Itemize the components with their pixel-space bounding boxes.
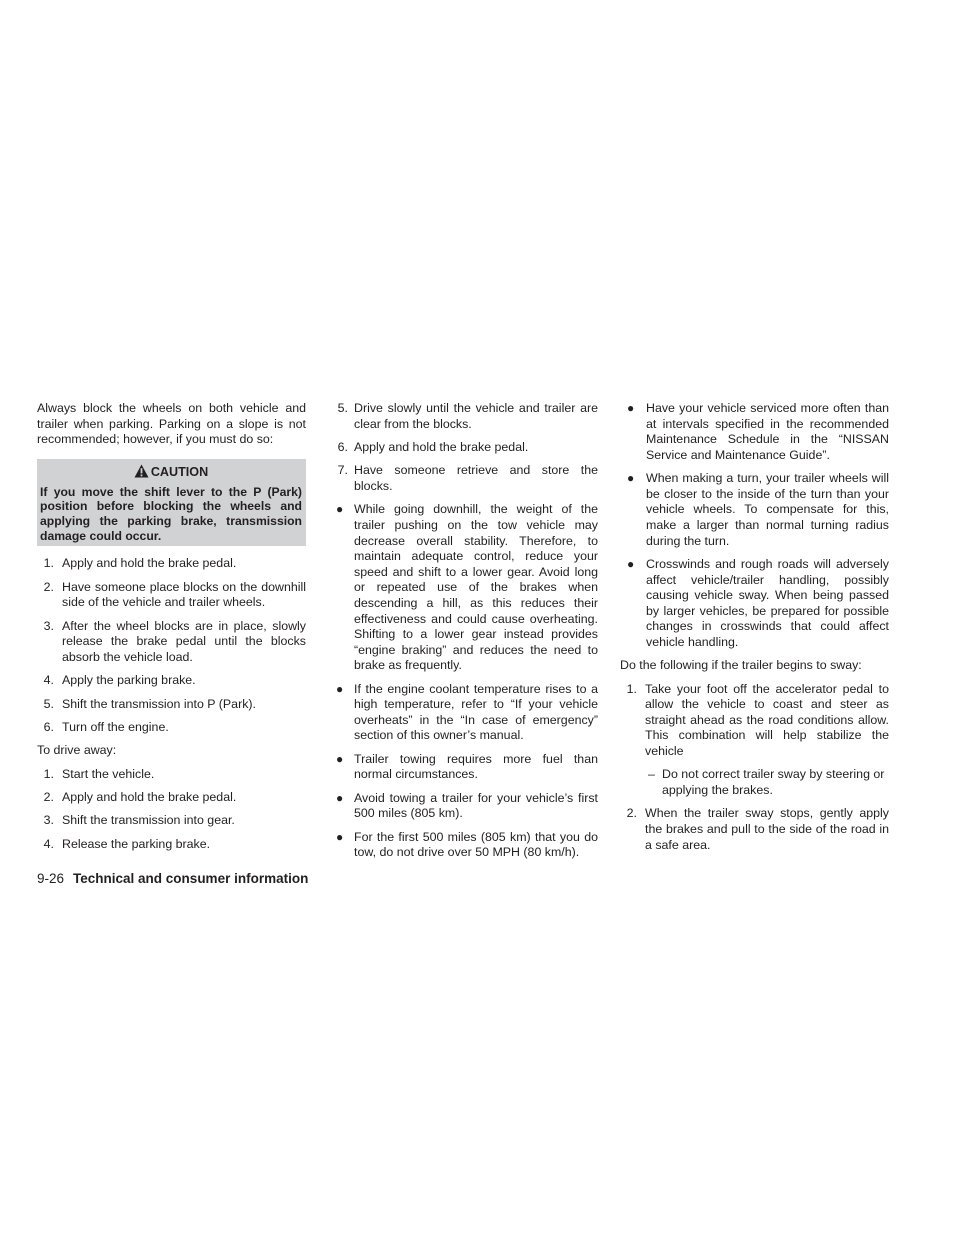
step-number: 6. <box>337 439 348 454</box>
caution-text: If you move the shift lever to the P (Park) position before blocking the wheels and applying the parking brake, transmission damage could occur. <box>40 484 302 543</box>
list-item <box>335 752 598 783</box>
list-item <box>335 791 598 822</box>
step-text: Have someone place blocks on the downhill side of the vehicle and trailer wheels. <box>62 579 306 610</box>
page-footer <box>37 870 308 888</box>
bullet-icon: ● <box>336 829 344 844</box>
bullet-text: Trailer towing requires more fuel than normal circumstances. <box>354 751 598 782</box>
step-number: 2. <box>626 806 637 821</box>
column-2 <box>335 401 598 869</box>
list-item <box>335 682 598 744</box>
step-number: 1. <box>43 556 54 571</box>
step-number: 5. <box>337 401 348 415</box>
list-item <box>37 580 306 611</box>
list-item <box>37 837 306 853</box>
step-number: 3. <box>43 618 54 633</box>
step-number: 6. <box>43 719 54 734</box>
step-text: Apply and hold the brake pedal. <box>354 439 529 454</box>
bullet-text: If the engine coolant temperature rises to a high temperature, refer to “If your vehicle overheats” in the “In case of emergency” section of this owner’s manual. <box>354 681 598 743</box>
bullet-text: Crosswinds and rough roads will adversely affect vehicle/trailer handling, possibly causing vehicle sway. When being passed by larger vehicles, be prepared for possible changes in crosswinds that could affect vehicle handling. <box>646 556 889 649</box>
bullet-icon: ● <box>627 401 635 415</box>
sway-steps-list <box>620 682 889 760</box>
step-text: Apply the parking brake. <box>62 673 196 688</box>
step-text: Have someone retrieve and store the blocks. <box>354 463 598 493</box>
parking-steps-list <box>37 556 306 735</box>
step-text: Release the parking brake. <box>62 836 211 851</box>
step-text: Apply and hold the brake pedal. <box>62 790 237 805</box>
list-item <box>37 813 306 829</box>
list-item <box>620 557 889 651</box>
warning-triangle-icon <box>134 464 149 478</box>
column-1 <box>37 401 306 860</box>
towing-tips-continued-list <box>620 401 889 651</box>
step-number: 2. <box>43 790 54 805</box>
towing-tips-list <box>335 502 598 861</box>
drive-away-label: To drive away: <box>37 743 117 758</box>
section-title: Technical and consumer information <box>73 871 309 886</box>
column-3 <box>620 401 889 861</box>
bullet-text: Avoid towing a trailer for your vehicle’s first 500 miles (805 km). <box>354 790 598 821</box>
step-number: 5. <box>43 696 54 711</box>
bullet-text: While going downhill, the weight of the trailer pushing on the tow vehicle may decrease overall stability. Therefore, to maintain adequate control, reduce your speed and shift to a lower gear. Avoid long or repeated use of the brakes when descending a hill, as this reduces their effectiveness and could cause overheating. Shifting to a lower gear instead provides “engine braking” and reduces the need to brake as frequently. <box>354 502 598 673</box>
list-item <box>620 682 889 760</box>
bullet-icon: ● <box>336 751 344 766</box>
bullet-icon: ● <box>336 681 344 696</box>
bullet-text: When making a turn, your trailer wheels will be closer to the inside of the turn than your vehicle wheels. To compensate for this, make a larger than normal turning radius during the turn. <box>646 471 889 548</box>
caution-title: CAUTION <box>150 464 209 479</box>
step-number: 4. <box>43 836 54 851</box>
bullet-icon: ● <box>627 471 635 486</box>
step-number: 1. <box>626 681 637 696</box>
parking-steps-continued-list <box>335 401 598 495</box>
dash-icon: – <box>648 767 655 782</box>
bullet-icon: ● <box>336 502 344 517</box>
list-item <box>37 767 306 783</box>
list-item <box>37 720 306 736</box>
step-text: Shift the transmission into P (Park). <box>62 696 256 711</box>
step-text: Take your foot off the accelerator pedal to allow the vehicle to coast and steer as straight ahead as the road conditions allow. This combination will help stabilize the vehicle <box>645 681 889 759</box>
caution-heading <box>40 464 302 479</box>
drive-away-steps-list <box>37 767 306 853</box>
list-item <box>37 697 306 713</box>
step-text: When the trailer sway stops, gently apply the brakes and pull to the side of the road in a safe area. <box>645 806 889 852</box>
list-item <box>335 502 598 674</box>
list-item <box>620 806 889 853</box>
sway-intro: Do the following if the trailer begins to sway: <box>620 658 862 673</box>
bullet-text: Have your vehicle serviced more often than at intervals specified in the recommended Maintenance Schedule in the “NISSAN Service and Maintenance Guide”. <box>646 401 889 462</box>
step-text: Shift the transmission into gear. <box>62 813 235 828</box>
sub-item-text: Do not correct trailer sway by steering or applying the brakes. <box>662 767 885 798</box>
list-item <box>335 463 598 494</box>
step-text: Apply and hold the brake pedal. <box>62 556 237 571</box>
list-item <box>335 830 598 861</box>
step-number: 3. <box>43 813 54 828</box>
list-item <box>620 401 889 463</box>
step-number: 7. <box>337 463 348 478</box>
sub-list-item <box>620 767 889 798</box>
list-item <box>37 556 306 572</box>
step-number: 1. <box>43 766 54 781</box>
page-number: 9-26 <box>37 871 65 886</box>
bullet-icon: ● <box>336 790 344 805</box>
bullet-text: For the first 500 miles (805 km) that you do tow, do not drive over 50 MPH (80 km/h). <box>354 829 598 860</box>
step-number: 2. <box>43 579 54 594</box>
list-item <box>335 401 598 432</box>
list-item <box>37 790 306 806</box>
step-text: Turn off the engine. <box>62 719 169 734</box>
list-item <box>335 440 598 456</box>
list-item <box>37 673 306 689</box>
step-text: After the wheel blocks are in place, slowly release the brake pedal until the blocks absorb the vehicle load. <box>62 618 306 664</box>
step-text: Drive slowly until the vehicle and trailer are clear from the blocks. <box>354 401 598 431</box>
step-number: 4. <box>43 673 54 688</box>
step-text: Start the vehicle. <box>62 766 155 781</box>
list-item <box>620 471 889 549</box>
sway-steps-list-continued <box>620 806 889 853</box>
bullet-icon: ● <box>627 556 635 571</box>
list-item <box>37 619 306 666</box>
parking-intro: Always block the wheels on both vehicle and trailer when parking. Parking on a slope is not recommended; however, if you must do so: <box>37 401 306 447</box>
caution-box <box>37 459 306 546</box>
